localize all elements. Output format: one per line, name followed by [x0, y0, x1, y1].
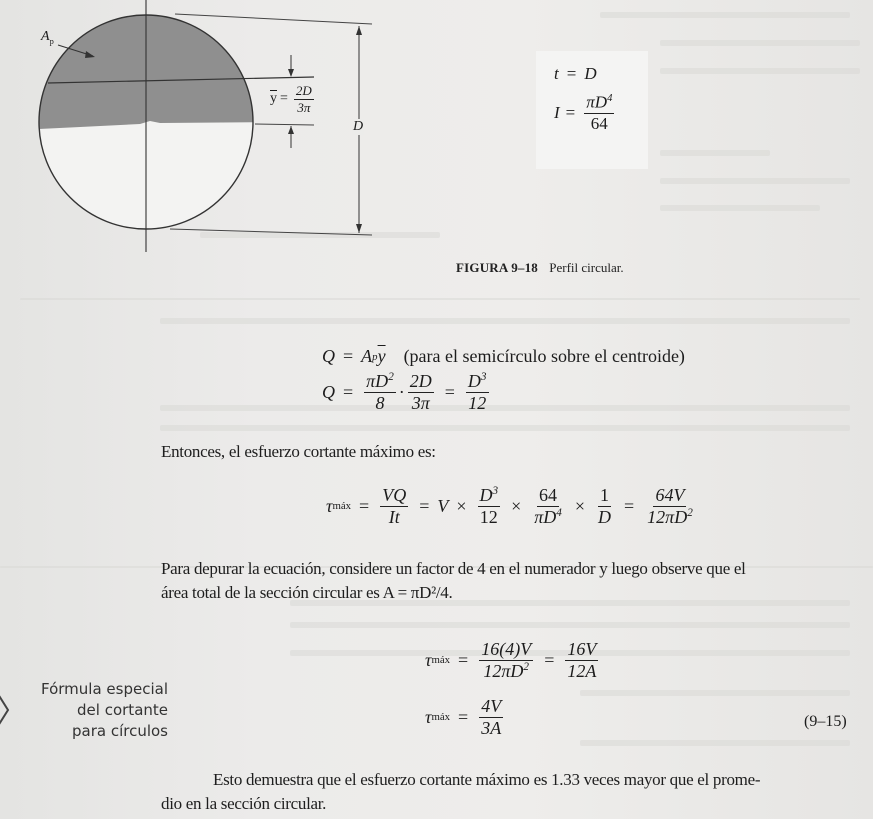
bleed-through	[290, 622, 850, 628]
margin-note-line2: del cortante	[77, 701, 168, 719]
bleed-through	[660, 40, 860, 46]
bleed-through	[20, 298, 860, 300]
tau1-f3-exp: 4	[556, 506, 562, 519]
paragraph-simplify-line2: área total de la sección circular es A = πD²/4.	[161, 583, 453, 602]
ybar-den: 3π	[297, 99, 311, 115]
tau1-f5-exp: 2	[687, 506, 693, 519]
bleed-through	[660, 205, 820, 211]
tau1-f5-den: 12πD	[647, 506, 688, 527]
tau1-f5-num: 64V	[655, 485, 685, 505]
q2-f3-exp: 3	[480, 371, 487, 383]
figure-number: FIGURA 9–18	[456, 260, 539, 275]
section-properties-box	[536, 51, 648, 169]
t-value: D	[584, 64, 597, 83]
label-a-sub: p	[49, 36, 54, 46]
q-symbol: Q	[322, 381, 335, 402]
tau2-f2-num: 16V	[567, 639, 597, 659]
bleed-through	[580, 690, 850, 696]
q2-f3-num: D	[467, 371, 481, 391]
bleed-through	[660, 150, 770, 156]
equation-tau-max-simplified: τ máx = $\frac{16(4)V}{12\pi D^2}$ = $\frac{16V}{12A}$	[425, 639, 597, 681]
equation-number: (9–15)	[804, 713, 847, 730]
tau2-f1-den: 12πD	[483, 660, 524, 681]
q2-f1-num: πD	[366, 371, 389, 391]
tau1-f4-den: D	[598, 506, 612, 527]
q2-f1-exp: 2	[388, 371, 394, 383]
inertia-num: πD	[586, 92, 608, 112]
t-symbol: t	[554, 64, 559, 83]
circular-section-figure	[0, 0, 400, 260]
ybar-num: 2D	[295, 83, 312, 98]
label-ybar: $\overline{y}$ = $\frac{2D}{3\pi}$	[270, 83, 312, 115]
tau1-f3-num: 64	[539, 485, 558, 505]
bleed-through	[160, 318, 850, 324]
inertia-den: 64	[590, 113, 608, 133]
tau2-f1-exp: 2	[523, 660, 529, 673]
q2-f2-den: 3π	[411, 392, 430, 413]
q2-f2-num: 2D	[409, 371, 432, 391]
bleed-through	[160, 425, 850, 431]
tau3-den: 3A	[481, 717, 502, 738]
tau1-f2-num: D	[479, 485, 493, 505]
ap-symbol: A	[361, 346, 373, 366]
bleed-through	[600, 12, 850, 18]
paragraph-conclusion-line1: Esto demuestra que el esfuerzo cortante máximo es 1.33 veces mayor que el prome-	[213, 770, 761, 789]
bleed-through	[580, 740, 850, 746]
bleed-through	[660, 178, 850, 184]
tau3-num: 4V	[481, 696, 502, 716]
label-diameter: D	[353, 119, 364, 134]
I-symbol: I	[554, 102, 560, 122]
inertia-exp: 4	[607, 93, 613, 104]
margin-note-line3: para círculos	[71, 722, 168, 740]
tau1-f4-num: 1	[600, 485, 610, 505]
figure-caption	[456, 260, 624, 276]
bleed-through	[160, 405, 850, 411]
tau1-f3-den: πD	[534, 506, 557, 527]
equation-q-definition: Q = A p $\overline{y}$ (para el semicírculo sobre el centroide)	[322, 346, 685, 366]
tau1-f2-exp: 3	[492, 485, 499, 497]
inertia-formula: I = $\frac{\pi D^4}{64}$	[554, 92, 613, 133]
q-symbol: Q	[322, 346, 335, 366]
ybar-symbol: $\overline{y}$	[270, 91, 277, 107]
q-note: (para el semicírculo sobre el centroide)	[403, 346, 685, 366]
label-area-ap	[41, 29, 54, 46]
equation-q-value: Q = $\frac{\pi D^2}{8}$ · $\frac{2D}{3\pi}$ = $\frac{D^3}{12}$	[322, 371, 487, 413]
paragraph-intro-tau: Entonces, el esfuerzo cortante máximo es:	[161, 442, 436, 461]
paragraph-conclusion-line2: dio en la sección circular.	[161, 794, 327, 813]
ap-sub: p	[372, 350, 378, 363]
ybar-symbol: $\overline{y}$	[377, 346, 386, 366]
thickness-formula: t = D	[554, 64, 597, 83]
q2-f3-den: 12	[468, 392, 487, 413]
tau-sub: máx	[332, 500, 352, 513]
tau1-f1-den: It	[388, 506, 400, 527]
shear-v: V	[437, 495, 449, 516]
tau-sub: máx	[431, 711, 451, 724]
equation-tau-max-derivation: τ máx = $\frac{VQ}{It}$ = V × $\frac{D^3}{12}$ × $\frac{64}{\pi D^4}$ × $\frac{1}{D}$ = $\frac{64V}{12\pi D^2}$	[326, 485, 693, 527]
ybar-fraction	[294, 84, 314, 114]
inertia-fraction	[584, 93, 614, 132]
tau2-f1-num: 16(4)V	[481, 639, 532, 659]
margin-note-line1: Fórmula especial	[41, 680, 168, 698]
label-a: A	[41, 29, 50, 44]
tau-sub: máx	[431, 654, 451, 667]
paragraph-conclusion	[161, 768, 760, 816]
tau2-f2-den: 12A	[567, 660, 597, 681]
q2-f1-den: 8	[375, 392, 385, 413]
equation-tau-max-final: τ máx = $\frac{4V}{3A}$	[425, 696, 502, 738]
tau1-f1-num: VQ	[382, 485, 407, 505]
figure-caption-text: Perfil circular.	[549, 260, 624, 275]
bleed-through	[660, 68, 860, 74]
tau1-f2-den: 12	[479, 506, 498, 527]
paragraph-simplify	[161, 557, 746, 605]
paragraph-simplify-line1: Para depurar la ecuación, considere un factor de 4 en el numerador y luego observe que el	[161, 559, 746, 578]
margin-note	[0, 679, 168, 742]
